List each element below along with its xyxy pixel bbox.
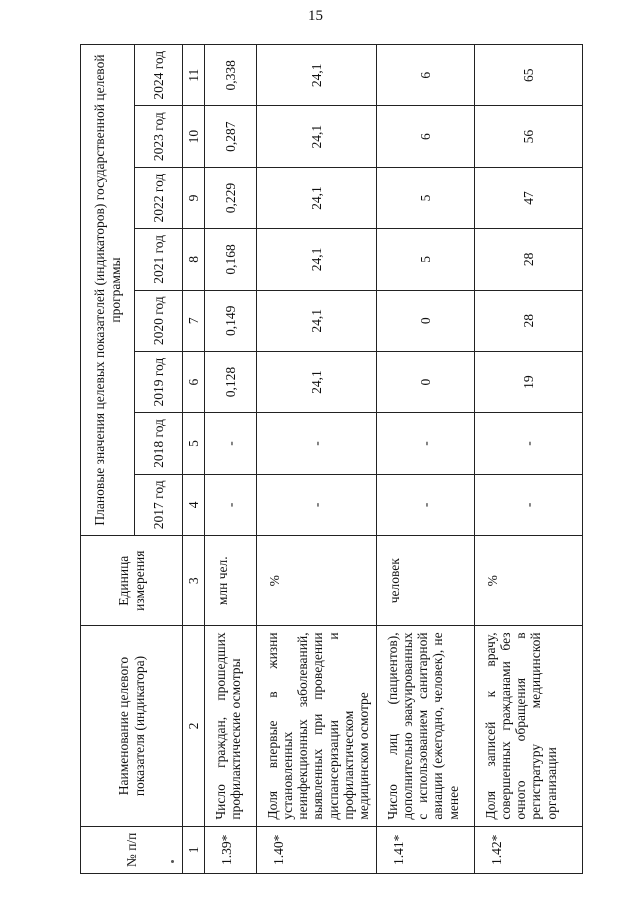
column-index: 9 — [183, 167, 205, 228]
indicator-name: Число лиц (пациентов), дополнительно эвакуированных с использованием санитарной авиации (ежегодно, человек), не менее — [377, 626, 475, 826]
year-value: 0,149 — [205, 290, 257, 351]
year-value: 6 — [377, 106, 475, 167]
column-index: 3 — [183, 536, 205, 626]
column-index: 1 — [183, 826, 205, 873]
header-year: 2018 год — [135, 413, 183, 474]
year-value: 0,168 — [205, 229, 257, 290]
table-row — [205, 45, 257, 874]
indicator-name: Доля впервые в жизни установленных неинфекционных заболеваний, выявленных при проведении диспансеризации и профилактическом медицинском осмотре — [257, 626, 377, 826]
year-value: 65 — [475, 45, 583, 106]
year-value: 0,128 — [205, 351, 257, 412]
indicators-table — [80, 44, 583, 874]
year-value: 28 — [475, 290, 583, 351]
indicator-unit: человек — [377, 536, 475, 626]
header-num: № п/п — [81, 826, 183, 873]
column-index: 8 — [183, 229, 205, 290]
indicator-name: Доля записей к врачу, совершенных гражданами без очного обращения в регистратуру медицинской организации — [475, 626, 583, 826]
header-year: 2024 год — [135, 45, 183, 106]
year-value: 0 — [377, 290, 475, 351]
year-value: - — [475, 413, 583, 474]
year-value: 5 — [377, 229, 475, 290]
row-number: 1.39* — [205, 826, 257, 873]
year-value: 0 — [377, 351, 475, 412]
document-table-rotated — [80, 44, 583, 874]
year-value: 24,1 — [257, 351, 377, 412]
header-year: 2019 год — [135, 351, 183, 412]
year-value: 0,338 — [205, 45, 257, 106]
table-row — [377, 45, 475, 874]
header-year: 2023 год — [135, 106, 183, 167]
column-index: 4 — [183, 474, 205, 535]
year-value: - — [475, 474, 583, 535]
page-number: 15 — [308, 8, 323, 24]
year-value: - — [377, 413, 475, 474]
header-indicator-name: Наименование целевого показателя (индикатора) — [81, 626, 183, 826]
year-value: - — [205, 474, 257, 535]
table-row — [257, 45, 377, 874]
column-index: 5 — [183, 413, 205, 474]
year-value: 24,1 — [257, 167, 377, 228]
row-number: 1.42* — [475, 826, 583, 873]
year-value: 19 — [475, 351, 583, 412]
header-year: 2020 год — [135, 290, 183, 351]
year-value: 28 — [475, 229, 583, 290]
header-year: 2017 год — [135, 474, 183, 535]
column-index: 10 — [183, 106, 205, 167]
year-value: 6 — [377, 45, 475, 106]
column-index-row — [183, 45, 205, 874]
table-row — [475, 45, 583, 874]
year-value: 56 — [475, 106, 583, 167]
column-index: 6 — [183, 351, 205, 412]
scan-speck — [171, 860, 174, 863]
year-value: 24,1 — [257, 106, 377, 167]
row-number: 1.41* — [377, 826, 475, 873]
year-value: 0,287 — [205, 106, 257, 167]
year-value: - — [257, 474, 377, 535]
header-planned-values: Плановые значения целевых показателей (индикаторов) государственной целевой программы — [81, 45, 135, 536]
row-number: 1.40* — [257, 826, 377, 873]
indicator-unit: % — [257, 536, 377, 626]
header-year: 2021 год — [135, 229, 183, 290]
column-index: 7 — [183, 290, 205, 351]
year-value: 47 — [475, 167, 583, 228]
header-year: 2022 год — [135, 167, 183, 228]
year-value: - — [257, 413, 377, 474]
indicator-name: Число граждан, прошедших профилактические осмотры — [205, 626, 257, 826]
year-value: 5 — [377, 167, 475, 228]
column-index: 2 — [183, 626, 205, 826]
year-value: - — [205, 413, 257, 474]
column-index: 11 — [183, 45, 205, 106]
indicator-unit: % — [475, 536, 583, 626]
year-value: 0,229 — [205, 167, 257, 228]
indicator-unit: млн чел. — [205, 536, 257, 626]
year-value: 24,1 — [257, 290, 377, 351]
year-value: 24,1 — [257, 229, 377, 290]
year-value: 24,1 — [257, 45, 377, 106]
header-unit: Единица измерения — [81, 536, 183, 626]
year-value: - — [377, 474, 475, 535]
